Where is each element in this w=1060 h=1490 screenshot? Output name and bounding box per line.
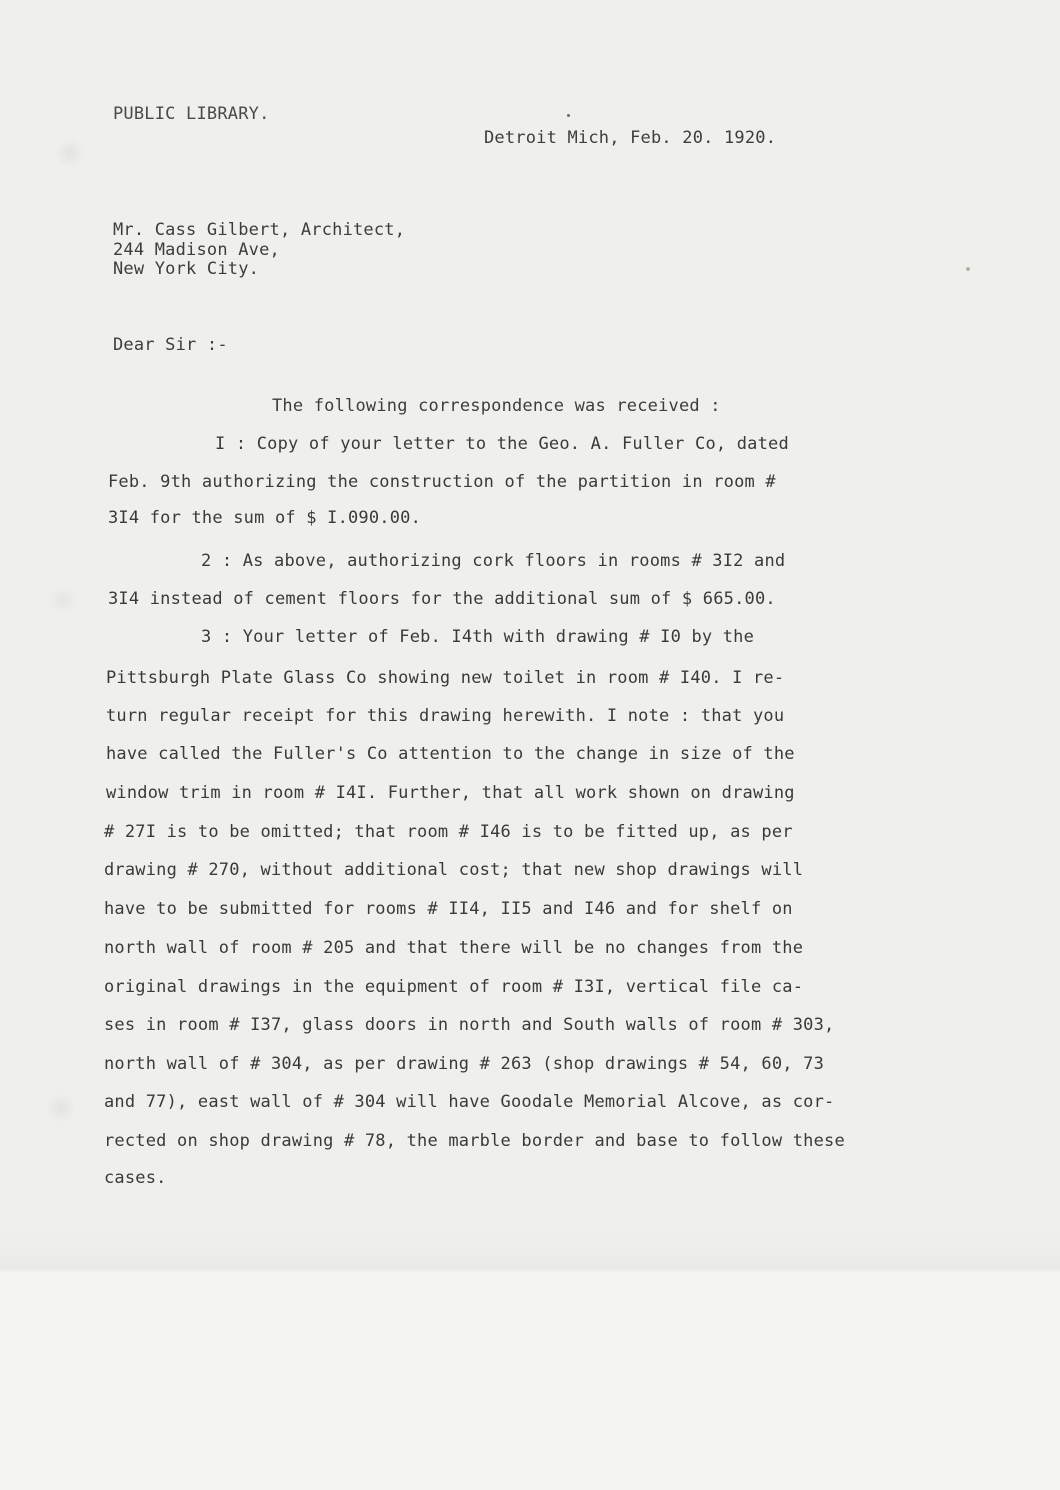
paper-edge-shadow bbox=[0, 1235, 1060, 1269]
punch-hole-mark bbox=[55, 138, 85, 168]
body-line: have called the Fuller's Co attention to the change in size of the bbox=[106, 744, 795, 764]
salutation: Dear Sir :- bbox=[113, 335, 228, 355]
address-line: 244 Madison Ave, bbox=[113, 240, 280, 260]
body-line: Feb. 9th authorizing the construction of the partition in room # bbox=[108, 472, 776, 492]
body-line: have to be submitted for rooms # II4, II5 and I46 and for shelf on bbox=[104, 899, 793, 919]
body-line: window trim in room # I4I. Further, that all work shown on drawing bbox=[106, 783, 795, 803]
punch-hole-mark bbox=[46, 1093, 76, 1123]
body-line: rected on shop drawing # 78, the marble border and base to follow these bbox=[104, 1131, 845, 1151]
body-line: Pittsburgh Plate Glass Co showing new toilet in room # I40. I re- bbox=[106, 668, 785, 688]
address-line: New York City. bbox=[113, 259, 260, 279]
address-line: Mr. Cass Gilbert, Architect, bbox=[113, 220, 406, 240]
body-line: I : Copy of your letter to the Geo. A. Fuller Co, dated bbox=[215, 434, 789, 454]
ink-dot bbox=[567, 114, 570, 117]
punch-hole-mark bbox=[48, 585, 78, 615]
scan-background bbox=[0, 1272, 1060, 1490]
letterhead: PUBLIC LIBRARY. bbox=[113, 104, 270, 124]
body-line: and 77), east wall of # 304 will have Goodale Memorial Alcove, as cor- bbox=[104, 1092, 835, 1112]
intro-line: The following correspondence was received : bbox=[272, 396, 721, 416]
body-line: 3I4 instead of cement floors for the additional sum of $ 665.00. bbox=[108, 589, 776, 609]
body-line: ses in room # I37, glass doors in north and South walls of room # 303, bbox=[104, 1015, 835, 1035]
body-line: drawing # 270, without additional cost; that new shop drawings will bbox=[104, 860, 804, 880]
body-line: 3I4 for the sum of $ I.090.00. bbox=[108, 508, 422, 528]
body-line: 2 : As above, authorizing cork floors in rooms # 3I2 and bbox=[201, 551, 786, 571]
body-line: cases. bbox=[104, 1168, 167, 1188]
body-line: # 27I is to be omitted; that room # I46 is to be fitted up, as per bbox=[104, 822, 793, 842]
dateline: Detroit Mich, Feb. 20. 1920. bbox=[484, 128, 777, 148]
body-line: north wall of # 304, as per drawing # 263 (shop drawings # 54, 60, 73 bbox=[104, 1054, 825, 1074]
body-line: north wall of room # 205 and that there will be no changes from the bbox=[104, 938, 804, 958]
body-line: 3 : Your letter of Feb. I4th with drawing # I0 by the bbox=[201, 627, 755, 647]
paper-speck bbox=[966, 267, 970, 271]
body-line: turn regular receipt for this drawing herewith. I note : that you bbox=[106, 706, 785, 726]
body-line: original drawings in the equipment of room # I3I, vertical file ca- bbox=[104, 977, 804, 997]
